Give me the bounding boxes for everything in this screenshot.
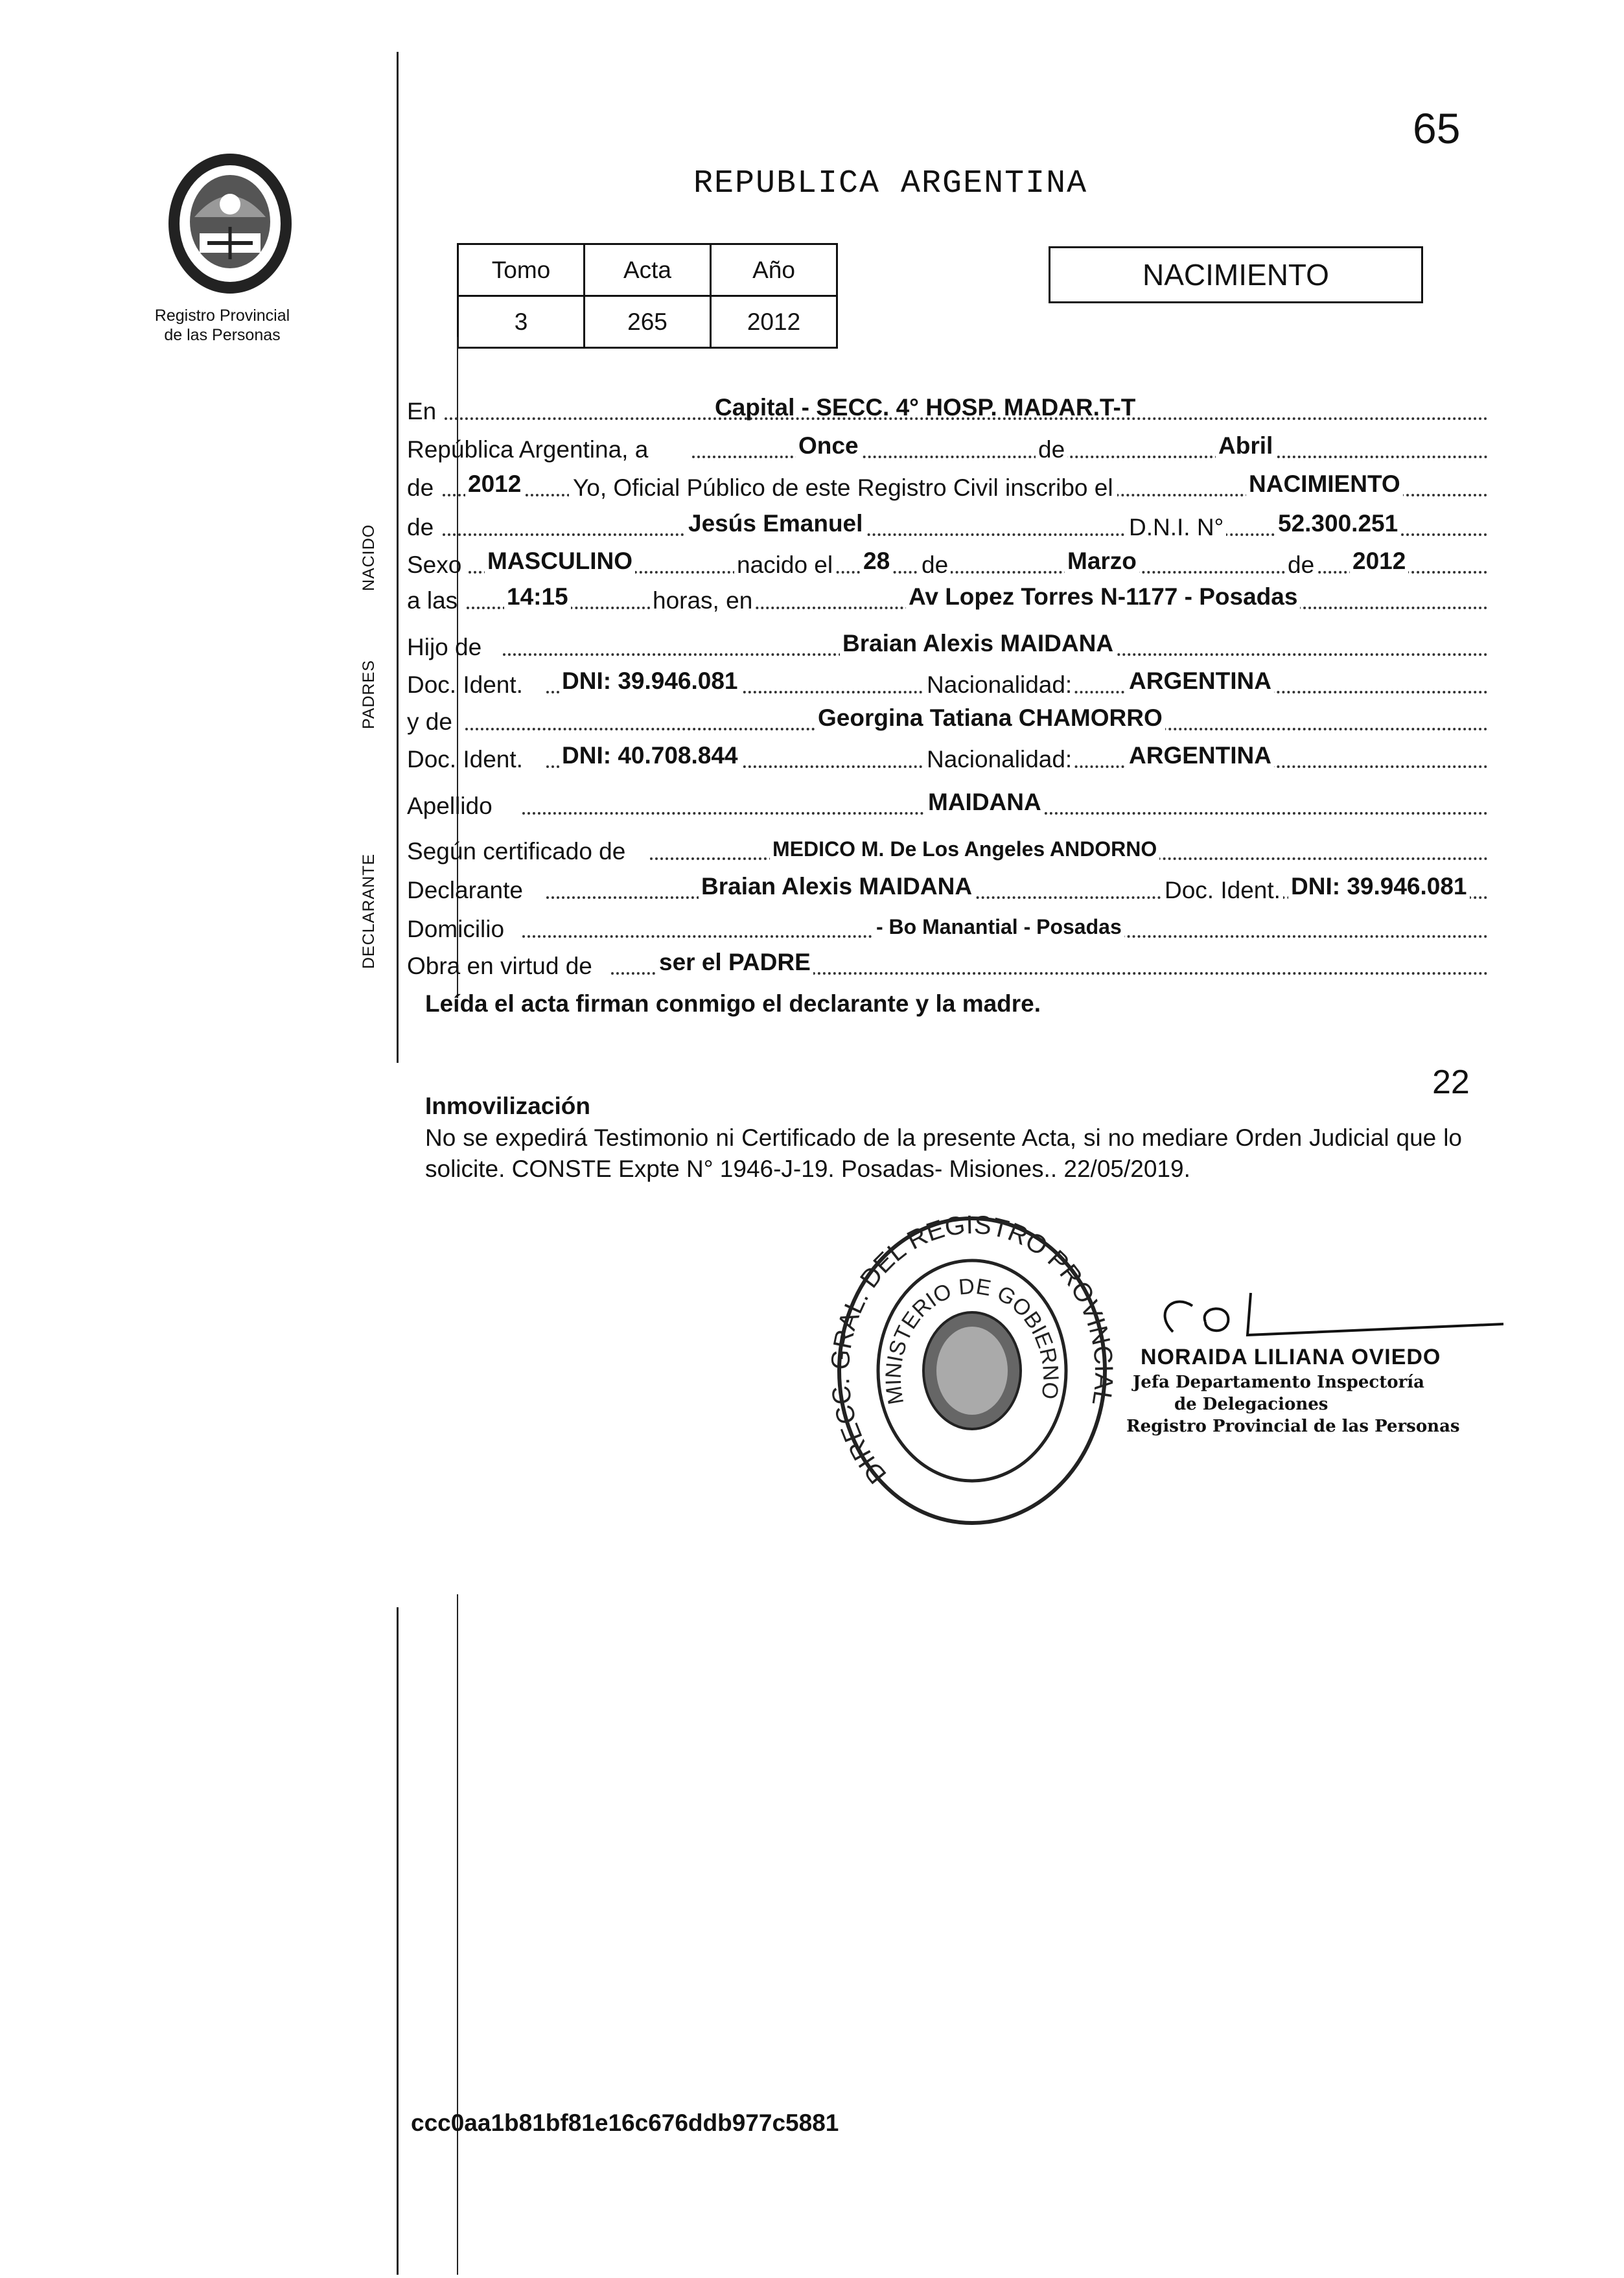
label-sexo: Sexo [407,552,462,578]
field-father-doc: DNI: 39.946.081 [559,668,741,695]
row-year [407,463,1488,502]
row-father [407,622,1488,661]
field-address: - Bo Manantial - Posadas [874,915,1124,939]
label-declarant-doc: Doc. Ident. [1162,877,1283,904]
row-time [407,575,1488,614]
margin-line [397,52,399,1063]
label-segun: Según certificado de [407,838,626,865]
form-line-bottom [457,1594,458,2275]
label-birth-de: de [919,552,951,579]
label-obra: Obra en virtud de [407,953,592,979]
reference-table [457,243,838,349]
registry-label-line2: de las Personas [164,326,281,344]
label-nacionalidad-2: Nacionalidad: [924,746,1074,773]
side-label-declarante: DECLARANTE [360,853,378,969]
registry-label [135,306,310,345]
label-dni: D.N.I. N° [1126,514,1226,541]
label-de-month: de [1036,436,1067,463]
side-label-padres: PADRES [360,660,378,729]
row-declarant [407,865,1488,904]
label-en: En [407,398,437,424]
field-mother-doc: DNI: 40.708.844 [559,742,741,769]
field-year: 2012 [465,471,524,498]
row-obra [407,941,1488,980]
field-child-dni: 52.300.251 [1275,510,1400,537]
row-father-doc [407,660,1488,699]
signatory-name: NORAIDA LILIANA OVIEDO [1141,1345,1441,1369]
field-day: Once [796,432,861,459]
row-surname [407,781,1488,820]
stamp-inner-text: MINISTERIO DE GOBIERNO [881,1273,1063,1407]
row-child-name [407,502,1488,541]
signatory-role: Jefa Departamento Inspectoría [1133,1373,1424,1392]
label-republica: República Argentina, a [407,436,649,463]
page-sub-number: 22 [1432,1063,1470,1101]
label-horas: horas, en [650,587,755,614]
side-label-nacido: NACIDO [360,524,378,591]
field-father-name: Braian Alexis MAIDANA [840,630,1116,657]
label-domicilio: Domicilio [407,916,505,942]
label-a-las: a las [407,587,458,614]
row-place [407,386,1488,425]
margin-line-bottom [397,1607,399,2275]
row-date [407,424,1488,463]
registry-label-line1: Registro Provincial [154,307,290,325]
stamp-outer-text: DIRECC. GRAL. DEL REGISTRO PROVINCIAL [826,1210,1118,1489]
row-address [407,904,1488,943]
header-acta: Acta [585,244,711,296]
label-de-year: de [407,474,434,501]
label-declarante: Declarante [407,877,523,903]
field-mother-name: Georgina Tatiana CHAMORRO [815,704,1165,732]
field-act-type: NACIMIENTO [1246,471,1403,498]
field-declarant-name: Braian Alexis MAIDANA [699,873,975,900]
field-father-nationality: ARGENTINA [1126,668,1274,695]
signature-icon [1141,1286,1503,1345]
country-title: REPUBLICA ARGENTINA [693,165,1088,202]
value-acta: 265 [585,296,711,348]
label-de-name: de [407,514,434,540]
field-month: Abril [1216,432,1275,459]
field-sex: MASCULINO [485,548,635,575]
immobilization-title: Inmovilización [425,1093,590,1119]
header-tomo: Tomo [458,244,585,296]
provincial-seal-icon [156,149,305,298]
label-nacionalidad: Nacionalidad: [924,671,1074,699]
signatory-office: Registro Provincial de las Personas [1126,1417,1460,1436]
field-surname: MAIDANA [925,789,1044,816]
value-ano: 2012 [711,296,837,348]
page-number: 65 [1413,104,1461,152]
row-mother [407,697,1488,736]
field-birth-day: 28 [861,548,892,575]
field-birth-year: 2012 [1350,548,1408,575]
document-hash: ccc0aa1b81bf81e16c676ddb977c5881 [411,2109,839,2136]
act-type-box: NACIMIENTO [1049,246,1423,303]
field-certificate: MEDICO M. De Los Angeles ANDORNO [770,837,1159,861]
signatory-department: de Delegaciones [1174,1395,1328,1414]
field-child-name: Jesús Emanuel [686,510,865,537]
label-doc: Doc. Ident. [407,671,523,698]
field-declarant-doc: DNI: 39.946.081 [1288,873,1470,900]
field-place: Capital - SECC. 4° HOSP. MADAR.T-T [715,394,1136,421]
official-stamp-icon [826,1209,1118,1533]
field-obra: ser el PADRE [656,949,813,976]
label-y-de: y de [407,708,452,735]
row-mother-doc [407,734,1488,773]
field-birth-place: Av Lopez Torres N-1177 - Posadas [906,583,1300,610]
field-birth-time: 14:15 [504,583,571,610]
label-birth-year: de [1285,552,1317,579]
row-certificate [407,826,1488,865]
label-oficial: Yo, Oficial Público de este Registro Civil inscribo el [569,474,1117,502]
reading-note: Leída el acta firman conmigo el declarante y la madre. [425,990,1041,1017]
label-hijo: Hijo de [407,634,482,660]
header-ano: Año [711,244,837,296]
label-apellido: Apellido [407,793,493,819]
label-doc-2: Doc. Ident. [407,746,523,773]
field-mother-nationality: ARGENTINA [1126,742,1274,769]
value-tomo: 3 [458,296,585,348]
label-nacido: nacido el [734,552,835,579]
field-birth-month: Marzo [1065,548,1139,575]
immobilization-text: No se expedirá Testimonio ni Certificado de la presente Acta, si no mediare Orden Judicial que lo solicite. CONSTE Expte N° 1946-J-19. Posadas- Misiones.. 22/05/2019. [425,1124,1462,1182]
row-sex [407,540,1488,579]
